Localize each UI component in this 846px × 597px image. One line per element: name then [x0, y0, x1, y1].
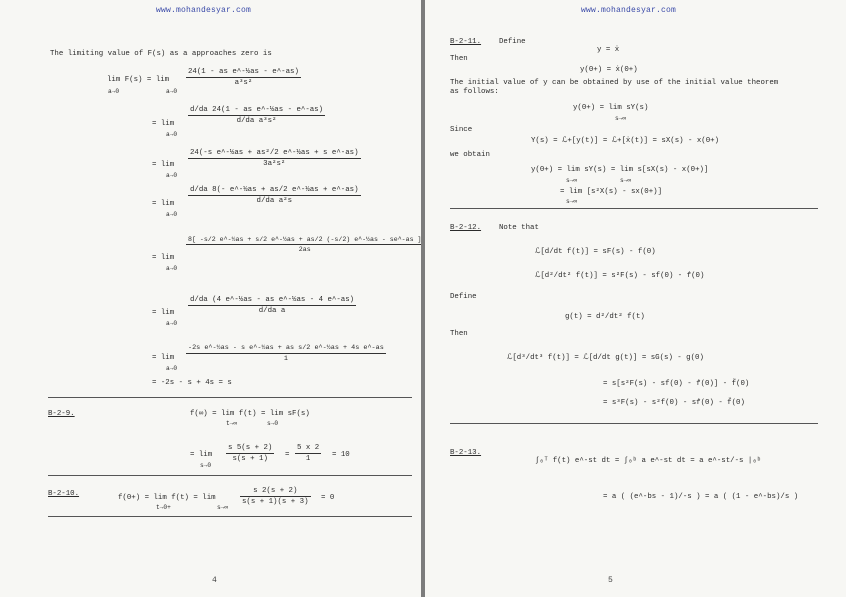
eq8-result: = -2s - s + 4s = s: [152, 379, 232, 387]
b211-define: Define: [499, 38, 526, 46]
eq2-fraction: d/da 24(1 - as e^-½as - e^-as) d/da a³s²: [190, 106, 324, 125]
eq3-fraction: 24(-s e^-½as + as²/2 e^-½as + s e^-as) 3a²s²: [190, 149, 359, 168]
b211-ob2: = lim [s²X(s) - sx(0+)]: [560, 188, 663, 196]
b212-l2: ℒ[d²/dt² f(t)] = s²F(s) - sf(0) - ḟ(0): [535, 272, 705, 280]
b211-eq-a: y(0+) = lim sY(s): [573, 104, 649, 112]
b211-text1: The initial value of y can be obtained by use of the initial value theorem: [450, 79, 779, 87]
eq5-sub: a→0: [166, 265, 178, 272]
divider-4: [450, 208, 818, 209]
header-url-right: www.mohandesyar.com: [581, 6, 677, 15]
eq7-fraction: -2s e^-½as - s e^-½as + as s/2 e^-½as + 4s e^-as 1: [188, 344, 384, 363]
b29-fraction2: 5 x 2 1: [297, 444, 320, 463]
b212-then: Then: [450, 330, 468, 338]
b211-label: B-2-11.: [450, 38, 482, 46]
eq1-sub-left: a→0: [108, 88, 120, 95]
divider-2: [48, 475, 412, 476]
intro-text: The limiting value of F(s) as a approaches zero is: [50, 50, 272, 58]
b211-since: Since: [450, 126, 473, 134]
page-number-right: 5: [608, 576, 613, 585]
b211-text2: as follows:: [450, 88, 499, 96]
b29-result: = 10: [332, 451, 350, 459]
eq6-fraction: d/da (4 e^-½as - as e^-½as - 4 e^-as) d/da a: [190, 296, 355, 315]
b211-ob1: y(0+) = lim sY(s) = lim s[sX(s) - x(0+)]: [531, 166, 709, 174]
b211-since-eq: Y(s) = ℒ+[y(t)] = ℒ+[ẋ(t)] = sX(s) - x(0+): [531, 137, 720, 145]
b211-then: Then: [450, 55, 468, 63]
b210-line: f(0+) = lim f(t) = lim: [118, 494, 216, 502]
eq2-sub: a→0: [166, 131, 178, 138]
eq7-sub: a→0: [166, 365, 178, 372]
divider-5: [450, 423, 818, 424]
eq3-sub: a→0: [166, 172, 178, 179]
eq1-lim-left: lim F(s) = lim: [107, 76, 170, 84]
eq4-lim: = lim: [152, 200, 175, 208]
eq6-sub: a→0: [166, 320, 178, 327]
eq5-fraction: 8[ -s/2 e^-½as + s/2 e^-½as + as/2 (-s/2) e^-½as - se^-as ] 2as: [188, 236, 422, 253]
b210-label: B-2-10.: [48, 490, 80, 498]
eq6-lim: = lim: [152, 309, 175, 317]
b211-def-eq: y = ẋ: [597, 46, 620, 54]
left-page: [0, 0, 421, 597]
b212-l5: = s³F(s) - s²f(0) - sḟ(0) - f̈(0): [603, 399, 745, 407]
b29-sub1: t→∞: [226, 420, 238, 427]
b210-sub2: s→∞: [217, 504, 229, 511]
b210-sub1: t→0+: [156, 504, 171, 511]
b212-l4: = s[s²F(s) - sf(0) - ḟ(0)] - f̈(0): [603, 380, 750, 388]
b211-ob1-sub1: s→∞: [566, 177, 578, 184]
b29-sub2: s→0: [267, 420, 279, 427]
eq1-sub-right: a→0: [166, 88, 178, 95]
b213-l1: ∫₀ᵀ f(t) e^-st dt = ∫₀ᵇ a e^-st dt = a e^-st/-s |₀ᵇ: [535, 457, 762, 465]
b213-label: B-2-13.: [450, 449, 482, 457]
divider-1: [48, 397, 412, 398]
eq1-fraction: 24(1 - as e^-½as - e^-as) a³s²: [188, 68, 299, 87]
eq3-lim: = lim: [152, 161, 175, 169]
eq2-lim: = lim: [152, 120, 175, 128]
b29-fraction: s 5(s + 2) s(s + 1): [228, 444, 273, 463]
b212-define: Define: [450, 293, 477, 301]
header-url-left: www.mohandesyar.com: [156, 6, 252, 15]
b211-ob1-sub2: s→∞: [620, 177, 632, 184]
b211-then-eq: y(0+) = ẋ(0+): [580, 66, 638, 74]
b213-l2: = a ( (e^-bs - 1)/-s ) = a ( (1 - e^-bs)/s ): [603, 493, 799, 501]
b212-l1: ℒ[d/dt f(t)] = sF(s) - f(0): [535, 248, 656, 256]
b29-lim: = lim: [190, 451, 213, 459]
b211-ob2-sub: s→∞: [566, 198, 578, 205]
b29-label: B-2-9.: [48, 410, 75, 418]
page-number-left: 4: [212, 576, 217, 585]
b212-l3: ℒ[d³/dt³ f(t)] = ℒ[d/dt g(t)] = sG(s) - g(0): [507, 354, 704, 362]
right-page: [425, 0, 846, 597]
b212-label: B-2-12.: [450, 224, 482, 232]
b29-line1: f(∞) = lim f(t) = lim sF(s): [190, 410, 310, 418]
b212-g: g(t) = d²/dt² f(t): [565, 313, 645, 321]
b212-note: Note that: [499, 224, 539, 232]
b29-lim-sub: s→0: [200, 462, 212, 469]
eq4-sub: a→0: [166, 211, 178, 218]
b210-fraction: s 2(s + 2) s(s + 1)(s + 3): [242, 487, 309, 506]
b211-obtain: we obtain: [450, 151, 490, 159]
b211-eq-a-sub: s→∞: [615, 115, 627, 122]
b29-equals: =: [285, 451, 290, 459]
eq7-lim: = lim: [152, 354, 175, 362]
divider-3: [48, 516, 412, 517]
eq5-lim: = lim: [152, 254, 175, 262]
eq4-fraction: d/da 8(- e^-½as + as/2 e^-½as + e^-as) d/da a²s: [190, 186, 359, 205]
b210-result: = 0: [321, 494, 335, 502]
